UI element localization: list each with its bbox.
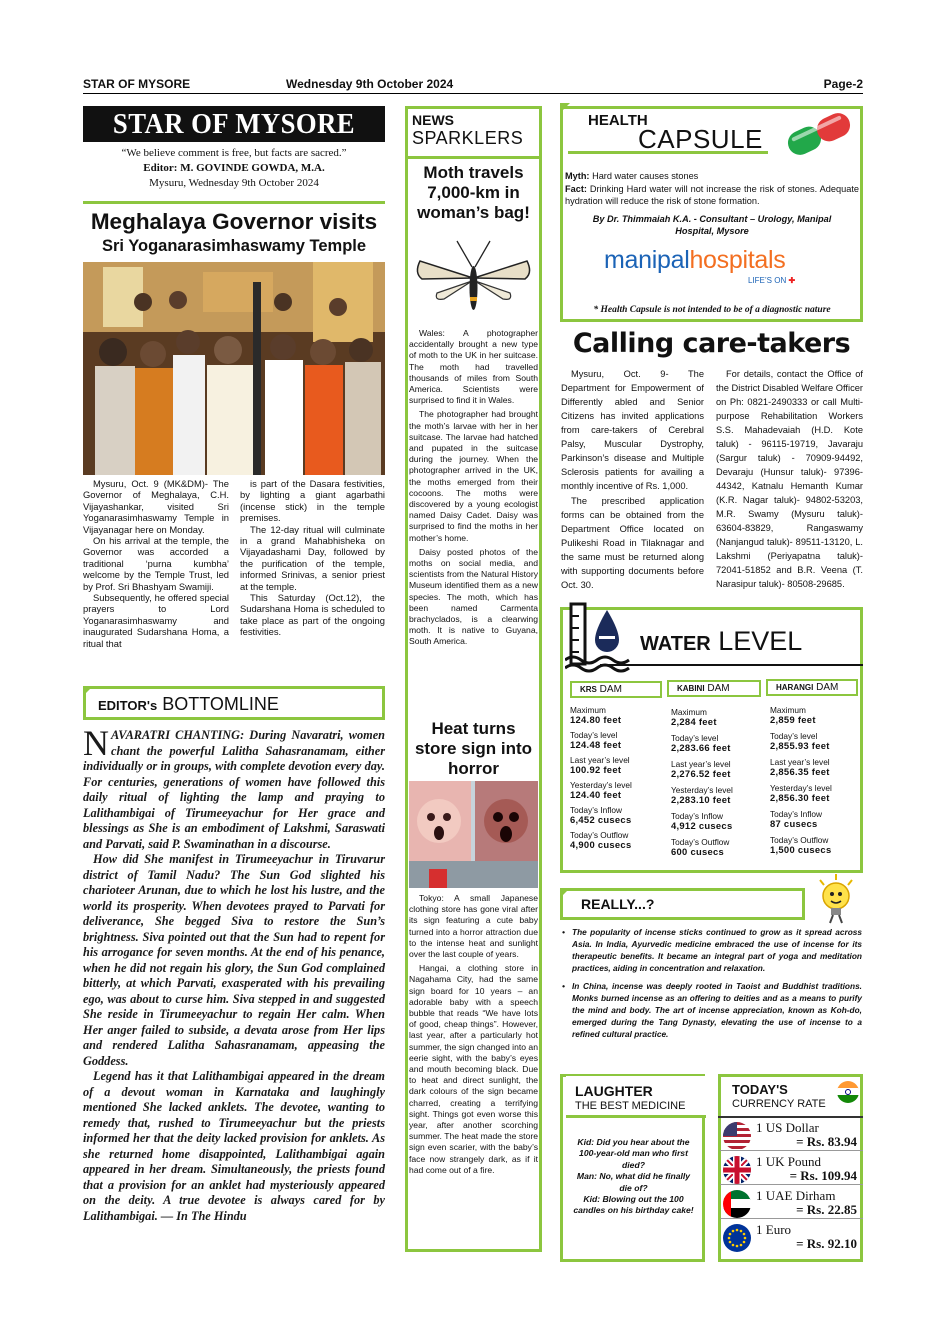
lead-para: This Saturday (Oct.12), the Sudarshana Homa is scheduled to take place as part of the ongoing festivities. [240,592,385,638]
dam-row [770,757,862,777]
dam-row-label: Today’s Inflow [570,805,622,815]
heat-headline: Heat turns store sign into horror [414,719,533,778]
dam-row-value: 124.40 feet [570,789,622,800]
health-body [565,170,859,238]
moth-headline: Moth travels 7,000-km in woman’s bag! [417,163,530,222]
manipal-logo [604,246,785,275]
water-label-bold: WATER [640,633,711,655]
myth-label: Myth: [565,171,590,181]
news-label-light: SPARKLERS [412,128,524,148]
care-para: For details, contact the Office of the District Disabled Welfare Officer on Ph: 0821-2490333 or call Multi-purpose Rehabilitation Workers S.S. Mahadevaiah (H.D. Kote taluk) - 96115-19719, Javaraju (Sargur taluk) - 70909-94492, Devaraju (Hunsur taluk)- 97396-44342, Katnalu Hemanth Kumar (K.R. Nagar taluk)- 94802-53203, M.R. Swamy (Mysuru taluk)- 63604-83829, Rangaswamy (Nanjangud taluk)- 89511-13120, L. Lakshmi (Periyapatna taluk)- 72041-51852 and B.R. Veena (T. Narasipur taluk)- 80508-29685. [716,369,863,589]
dam-row-label: Today’s level [671,733,719,743]
really-item-text: The popularity of incense sticks continued to grow as it spread across Asia. In India, Ayurvedic medicine embraced the use of incense for its therapeutic benefits. It became an integral part of yoga and meditation practices, aiding in concentration and relaxation. [572,927,862,973]
dam-row-label: Yesterday’s level [570,780,632,790]
dam-row-label: Today’s Inflow [770,809,822,819]
divider [83,201,385,204]
dam-row-value: 2,856.30 feet [770,792,830,803]
dam-row-value: 124.80 feet [570,714,622,725]
lead-para: On his arrival at the temple, the Governor was accorded a traditional ‘purna kumbha’ welcome by the Temple Trust, led by Prof. Sri Bhashyam Swamiji. [83,535,229,592]
dam-row [570,755,662,775]
logo-motto: “We believe comment is free, but facts are sacred.” [121,147,347,159]
logo-title: STAR OF MYSORE [112,108,356,140]
currency-row-usd [720,1119,863,1151]
dam-row-label: Last year’s level [671,759,731,769]
dam-kabini-values [671,707,763,857]
logo-editor: Editor: M. GOVINDE GOWDA, M.A. [143,162,325,174]
health-label-bold: HEALTH [588,112,648,129]
currency-name: 1 US Dollar [756,1120,819,1135]
care-para: The prescribed application forms can be obtained from the Department Office located on Pulikeshi Road in Tilaknagar and the same must be returned along with supporting documents before Oct. 30. [561,496,704,590]
editors-label [98,694,279,715]
laughter-label-light: THE BEST MEDICINE [575,1100,686,1112]
lead-para: is part of the Dasara festivities, by lighting a giant agarbathi (incense stick) in the temple premises. [240,478,385,524]
dam-row-label: Yesterday’s level [770,783,832,793]
dam-row-label: Last year’s level [770,757,830,767]
dam-row-value: 4,912 cusecs [671,820,733,831]
dam-row-value: 1,500 cusecs [770,844,832,855]
dam-row-label: Maximum [671,707,707,717]
dam-row [671,811,763,831]
dam-krs-values [570,705,662,850]
currency-row-gbp [720,1153,863,1185]
news-para: Daisy posted photos of the moths on social media, and scientists from the Natural History Museum identified them as a new species. The moth, which has been named Carmenta brachyclados, is a clearwing moth. It is native to Guyana, South America. [409,546,538,647]
dam-row [671,759,763,779]
manipal-logo-a: manipal [604,246,690,274]
fact-text: Drinking Hard water will not increase the risk of stones. Adequate hydration will reduce the risk of stone formation. [565,183,859,206]
dam-row [770,835,862,855]
currency-value: = Rs. 92.10 [796,1236,857,1251]
dam-row [570,805,662,825]
dam-row-value: 2,283.10 feet [671,794,731,805]
dam-row [570,705,662,725]
dam-row-value: 2,856.35 feet [770,766,830,777]
laughter-label [566,1076,706,1118]
currency-value: = Rs. 83.94 [796,1134,857,1149]
news-para: The photographer had brought the moth’s larvae with her in her suitcase. The larvae had hatched and pupated in the suitcase during the journey. When the photographer arrived in the UK, the moths emerged from their cocoons. The moths were discovered by a young ecologist named Daisy Cadet. Daisy was surprised to find the moths in her mother’s home. [409,409,538,543]
page-header [83,76,863,94]
currency-label-bold: TODAY'S [732,1082,788,1097]
manipal-tagline [748,276,795,285]
dam-row-label: Maximum [570,705,606,715]
header-page: Page-2 [823,77,863,91]
editors-para: Legend has it that Lalithambigai appeared in the dream of a devout woman in Karnataka and laughingly mentioned She lacked anklets. The devotee, wanting to remedy that, rushed to Tirumeeyachur but the priests informed her that the deity lacked provision for anklets. As she returned home disappointed, Lalithambigai again appeared in her dream. Simultaneously, the priests found that a provision for an anklet had mysteriously appeared on the deity. A true devotee is always cared for by Lalithambigai. — In The Hindu [83,1069,385,1223]
heat-story [409,893,538,1176]
dam-row-value: 124.48 feet [570,739,622,750]
care-headline: Calling care-takers [572,328,851,359]
plus-icon: ✚ [788,276,796,285]
moth-story [409,328,538,648]
health-disclaimer: * Health Capsule is not intended to be of a diagnostic nature [593,305,831,315]
news-para: Wales: A photographer accidentally brought a new type of moth to the UK in her suitcase. The moth had travelled thousands of miles from South America. Scientists were surprised to find it in Wales. [409,328,538,406]
dam-row [570,730,662,750]
news-label [412,112,523,149]
currency-value: = Rs. 22.85 [796,1202,857,1217]
really-label: REALLY...? [581,896,655,912]
editors-label-bold: EDITOR's [98,698,158,713]
dam-row-value: 2,284 feet [671,716,717,727]
dam-header-kabini [667,680,761,697]
pill-icon [778,108,860,160]
dam-suffix: DAM [816,682,839,693]
currency-name: 1 UK Pound [756,1154,822,1169]
laughter-joke [571,1137,696,1217]
editors-label-light: BOTTOMLINE [162,694,279,714]
really-item-text: In China, incense was deeply rooted in Taoist and Buddhist traditions. Monks burned incense as an offering to deities and as a means to purify the mind and body. The art of incense appreciation, known as Koh-do, emerged during the Tang Dynasty, elevating the use of incense to a refined cultural practice. [572,981,862,1039]
lead-col-1 [83,478,229,649]
care-col-1 [561,367,704,592]
lead-para: Subsequently, he offered special prayers to Lord Yoganarasimhaswamy and inaugurated Sudarshana Homa, a ritual that [83,592,229,649]
dam-row [671,707,763,727]
header-date: Wednesday 9th October 2024 [286,77,454,91]
health-label [568,100,768,154]
dam-header-krs [570,681,662,698]
lead-headline: Meghalaya Governor visits [90,209,378,234]
editors-label-box [83,686,385,720]
dam-row-value: 87 cusecs [770,818,818,829]
health-label-light: CAPSULE [638,124,763,154]
manipal-tagline-text: LIFE’S ON [748,276,787,285]
dam-header-harangi [766,679,858,696]
fact-label: Fact: [565,183,587,194]
really-label-box [560,888,805,920]
dam-row [770,731,862,751]
news-para: Tokyo: A small Japanese clothing store has gone viral after its sign featuring a cute baby turned into a horror attraction due to the intense heat and sunlight over the last couple of years. [409,893,538,960]
currency-label-light: CURRENCY RATE [732,1098,826,1110]
health-byline: By Dr. Thimmaiah K.A. - Consultant – Urology, Manipal Hospital, Mysore [592,213,832,236]
dam-row [770,705,862,725]
editors-body [83,723,385,1224]
lead-para: The 12-day ritual will culminate in a grand Mahabhisheka on Vijayadashami Day, followed by the purification of the temple, informed Srinivas, a senior priest at the temple. [240,523,385,592]
dam-row [770,809,862,829]
india-flag-icon [837,1081,859,1103]
dam-row [770,783,862,803]
moth-photo [412,233,535,323]
currency-row-eur [720,1221,863,1253]
dam-suffix: DAM [599,684,622,695]
dam-row-label: Today’s Inflow [671,811,723,821]
uk-flag-icon [723,1156,751,1184]
really-list [562,926,862,1040]
currency-name: 1 UAE Dirham [756,1188,836,1203]
dam-harangi-values [770,705,862,855]
care-col-2 [716,367,863,591]
currency-label [724,1076,860,1116]
us-flag-icon [723,1122,751,1150]
dam-name: KABINI [677,684,705,693]
editors-para: AVARATRI CHANTING: During Navaratri, women chant the powerful Lalitha Sahasranamam, either individually or in groups, with complete devotion every day. For centuries, generations of women have followed this daily ritual of lighting the lamp and praying to Lalithambigai of Tirumeeyachur for Her grace and blessings as She is an embodiment of Lakshmi, Saraswati and Parvati, said P. Swaminathan in a discourse. [83,728,385,851]
header-masthead: STAR OF MYSORE [83,77,191,91]
dam-row [671,785,763,805]
dam-row [671,837,763,857]
really-item: • The popularity of incense sticks continued to grow as it spread across Asia. In India, Ayurvedic medicine embraced the use of incense for its therapeutic benefits. It became an integral part of yoga and meditation practices, aiding in concentration and relaxation. [562,927,862,973]
divider [718,1116,863,1118]
lead-story-heading [83,208,385,256]
store-sign-photo [409,781,538,888]
editors-para: How did She manifest in Tirumeeyachur in Tiruvarur district of Tamil Nadu? The Sun God slighted his charioteer Arunan, due to which he lost his lustre, and the world its prosperity. When devotees prayed to Parvati for deliverance, She begged Siva to restore the Sun’s brightness. Siva pointed out that the Sun had to repent for his arrogance for seven months. At the end of his penance, when he did not regain his glory, the Sun God complained bitterly, at which Parvati, exasperated with his prevailing ego, was about to curse him. Siva stepped in and suggested She reside in Tirumeeyachur to regain Her calm. When Her anger failed to subside, a devata arose from Her lips and rendered Lalitha Sahasranamam, appeasing the Goddess. [83,852,385,1068]
water-label [640,626,802,657]
divider [600,664,863,666]
lead-photo [83,262,385,475]
news-para: Hangai, a clothing store in Nagahama City, had the same sign board for 10 years – an adorable baby with a speech bubble that reads “We have lots of good, cheap things”. However, last year, after a particularly hot summer, the sign changed into an eerie sight, with the baby’s eyes and mouth becoming black. Due to heat and direct sunlight, the dark colours of the sign became charred, creating a terrifying sight. Things got even worse this year, after another scorching summer. The heat made the store sign even scarier, with the baby’s face now strangely dark, as if it had come out of a fire. [409,963,538,1175]
care-para: Mysuru, Oct. 9- The Department for Empowerment of Differently abled and Senior Citizens has invited applications from care-takers of Cerebral Palsy, Muscular Dystrophy, Parkinson’s disease and Multiple Sclerosis patients for availing a monthly incentive of Rs. 1,000. [561,369,704,491]
dam-row-label: Today’s Outflow [671,837,730,847]
joke-line: Kid: Did you hear about the 100-year-old man who first died? [577,1137,690,1170]
dam-suffix: DAM [707,683,730,694]
dam-row-value: 2,276.52 feet [671,768,731,779]
logo-dateline: Mysuru, Wednesday 9th October 2024 [149,177,319,189]
dam-name: HARANGI [776,683,814,692]
dam-row-label: Today’s Outflow [570,830,629,840]
currency-value: = Rs. 109.94 [789,1168,857,1183]
dam-row-label: Today’s level [770,731,818,741]
lead-subhead: Sri Yoganarasimhaswamy Temple [101,237,367,255]
dam-row-label: Yesterday’s level [671,785,733,795]
currency-name: 1 Euro [756,1222,792,1237]
dam-row-label: Today’s Outflow [770,835,829,845]
dam-row-value: 2,855.93 feet [770,740,830,751]
currency-row-aed [720,1187,863,1219]
divider [405,156,542,159]
dam-row-value: 6,452 cusecs [570,814,632,825]
joke-line: Man: No, what did he finally die of? [576,1171,691,1193]
dam-row-label: Last year’s level [570,755,630,765]
logo-banner [83,106,385,142]
eu-flag-icon [723,1224,751,1252]
dam-row-value: 4,900 cusecs [570,839,632,850]
dam-name: KRS [580,685,597,694]
laughter-label-bold: LAUGHTER [575,1083,653,1099]
myth-text: Hard water causes stones [592,171,699,181]
manipal-logo-b: hospitals [689,246,786,274]
uae-flag-icon [723,1190,751,1218]
lead-para: Mysuru, Oct. 9 (MK&DM)- The Governor of Meghalaya, C.H. Vijayashankar, visited Sri Yoganarasimhaswamy Temple in Vijayanagar here on Monday. [83,478,229,535]
really-item: • In China, incense was deeply rooted in Taoist and Buddhist traditions. Monks burned incense as an offering to deities and as a means to purify the mind and body. The art of incense appreciation, known as Koh-do, emerged during the Tang Dynasty, elevating the use of incense to a refined cultural practice. [562,981,862,1039]
dam-row [570,780,662,800]
logo-info [83,146,385,191]
dam-row-label: Maximum [770,705,806,715]
dam-row-value: 600 cusecs [671,846,725,857]
joke-line: Kid: Blowing out the 100 candles on his birthday cake! [573,1194,694,1216]
water-label-light: LEVEL [718,626,803,656]
dam-row-value: 100.92 feet [570,764,622,775]
dam-row-value: 2,283.66 feet [671,742,731,753]
dam-row-label: Today’s level [570,730,618,740]
dam-row [671,733,763,753]
lightbulb-icon [812,872,860,924]
dam-row [570,830,662,850]
news-label-bold: NEWS [412,112,454,128]
lead-col-2 [240,478,385,638]
dam-row-value: 2,859 feet [770,714,816,725]
drop-cap: N [83,723,109,763]
